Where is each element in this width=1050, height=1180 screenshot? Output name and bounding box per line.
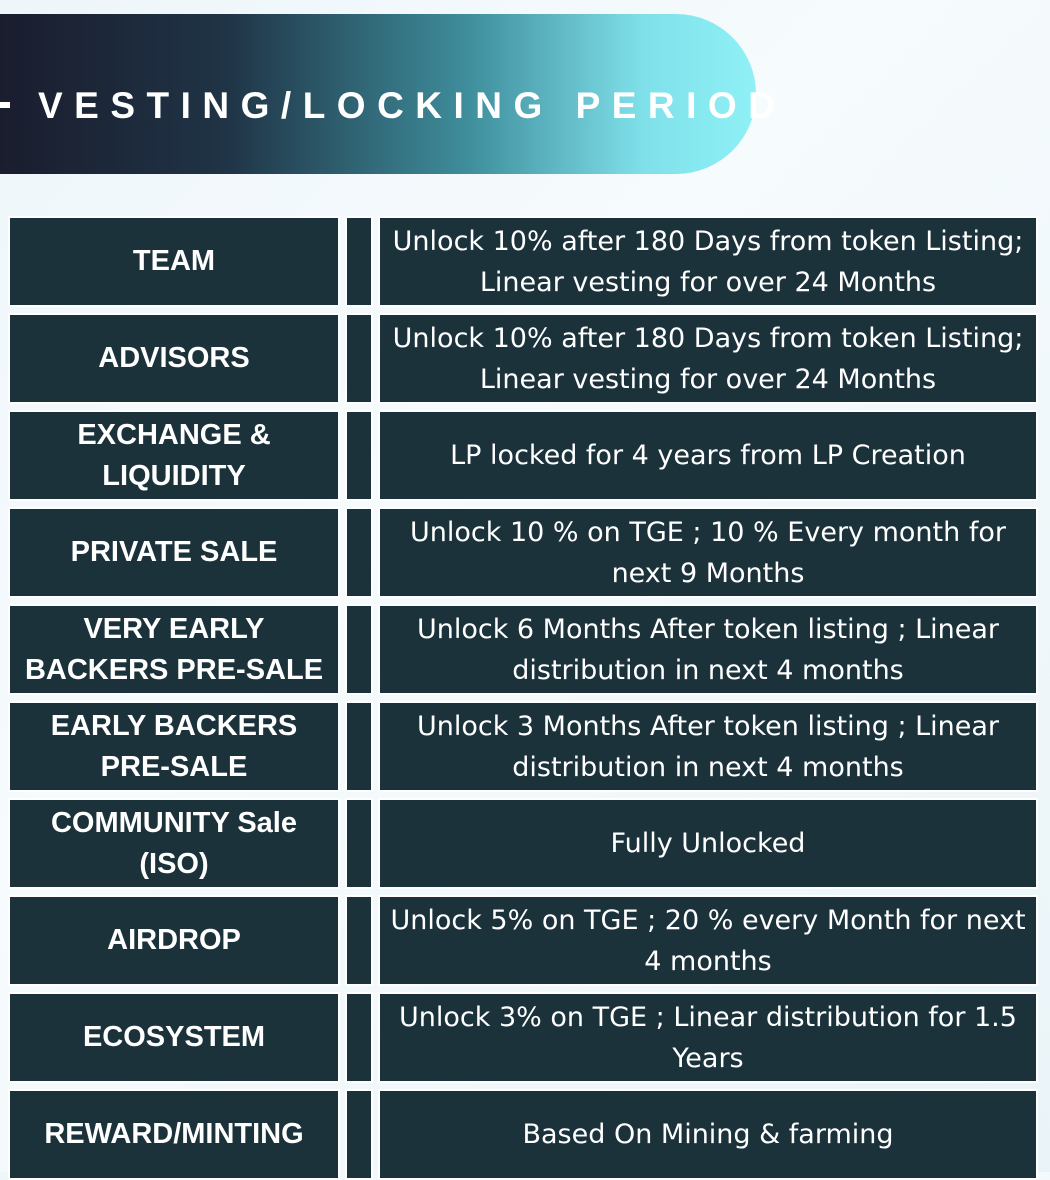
table-row — [8, 216, 1038, 307]
table-row — [8, 604, 1038, 695]
table-row — [8, 1089, 1038, 1180]
category-cell: ECOSYSTEM — [8, 992, 340, 1083]
description-cell: Fully Unlocked — [378, 798, 1038, 889]
description-cell: Unlock 5% on TGE ; 20 % every Month for next 4 months — [378, 895, 1038, 986]
description-cell: Unlock 6 Months After token listing ; Linear distribution in next 4 months — [378, 604, 1038, 695]
separator-cell — [345, 410, 373, 501]
banner-dash-mark — [0, 102, 10, 108]
category-cell: EARLY BACKERS PRE-SALE — [8, 701, 340, 792]
vesting-table — [8, 216, 1038, 1180]
separator-cell — [345, 604, 373, 695]
table-row — [8, 410, 1038, 501]
table-row — [8, 895, 1038, 986]
category-cell: REWARD/MINTING — [8, 1089, 340, 1180]
category-cell: VERY EARLY BACKERS PRE-SALE — [8, 604, 340, 695]
category-cell: PRIVATE SALE — [8, 507, 340, 598]
separator-cell — [345, 701, 373, 792]
separator-cell — [345, 507, 373, 598]
separator-cell — [345, 313, 373, 404]
separator-cell — [345, 1089, 373, 1180]
category-cell: EXCHANGE & LIQUIDITY — [8, 410, 340, 501]
description-cell: Unlock 3% on TGE ; Linear distribution for 1.5 Years — [378, 992, 1038, 1083]
description-cell: Unlock 3 Months After token listing ; Linear distribution in next 4 months — [378, 701, 1038, 792]
description-cell: Unlock 10% after 180 Days from token Listing; Linear vesting for over 24 Months — [378, 216, 1038, 307]
category-cell: TEAM — [8, 216, 340, 307]
separator-cell — [345, 216, 373, 307]
description-cell: Unlock 10% after 180 Days from token Listing; Linear vesting for over 24 Months — [378, 313, 1038, 404]
description-cell: LP locked for 4 years from LP Creation — [378, 410, 1038, 501]
table-row — [8, 313, 1038, 404]
category-cell: AIRDROP — [8, 895, 340, 986]
table-row — [8, 798, 1038, 889]
separator-cell — [345, 895, 373, 986]
table-row — [8, 992, 1038, 1083]
header-banner — [0, 14, 787, 174]
separator-cell — [345, 992, 373, 1083]
separator-cell — [345, 798, 373, 889]
table-row — [8, 701, 1038, 792]
category-cell: ADVISORS — [8, 313, 340, 404]
description-cell: Based On Mining & farming — [378, 1089, 1038, 1180]
page-title: VESTING/LOCKING PERIOD — [38, 85, 787, 126]
category-cell: COMMUNITY Sale (ISO) — [8, 798, 340, 889]
description-cell: Unlock 10 % on TGE ; 10 % Every month for next 9 Months — [378, 507, 1038, 598]
table-row — [8, 507, 1038, 598]
